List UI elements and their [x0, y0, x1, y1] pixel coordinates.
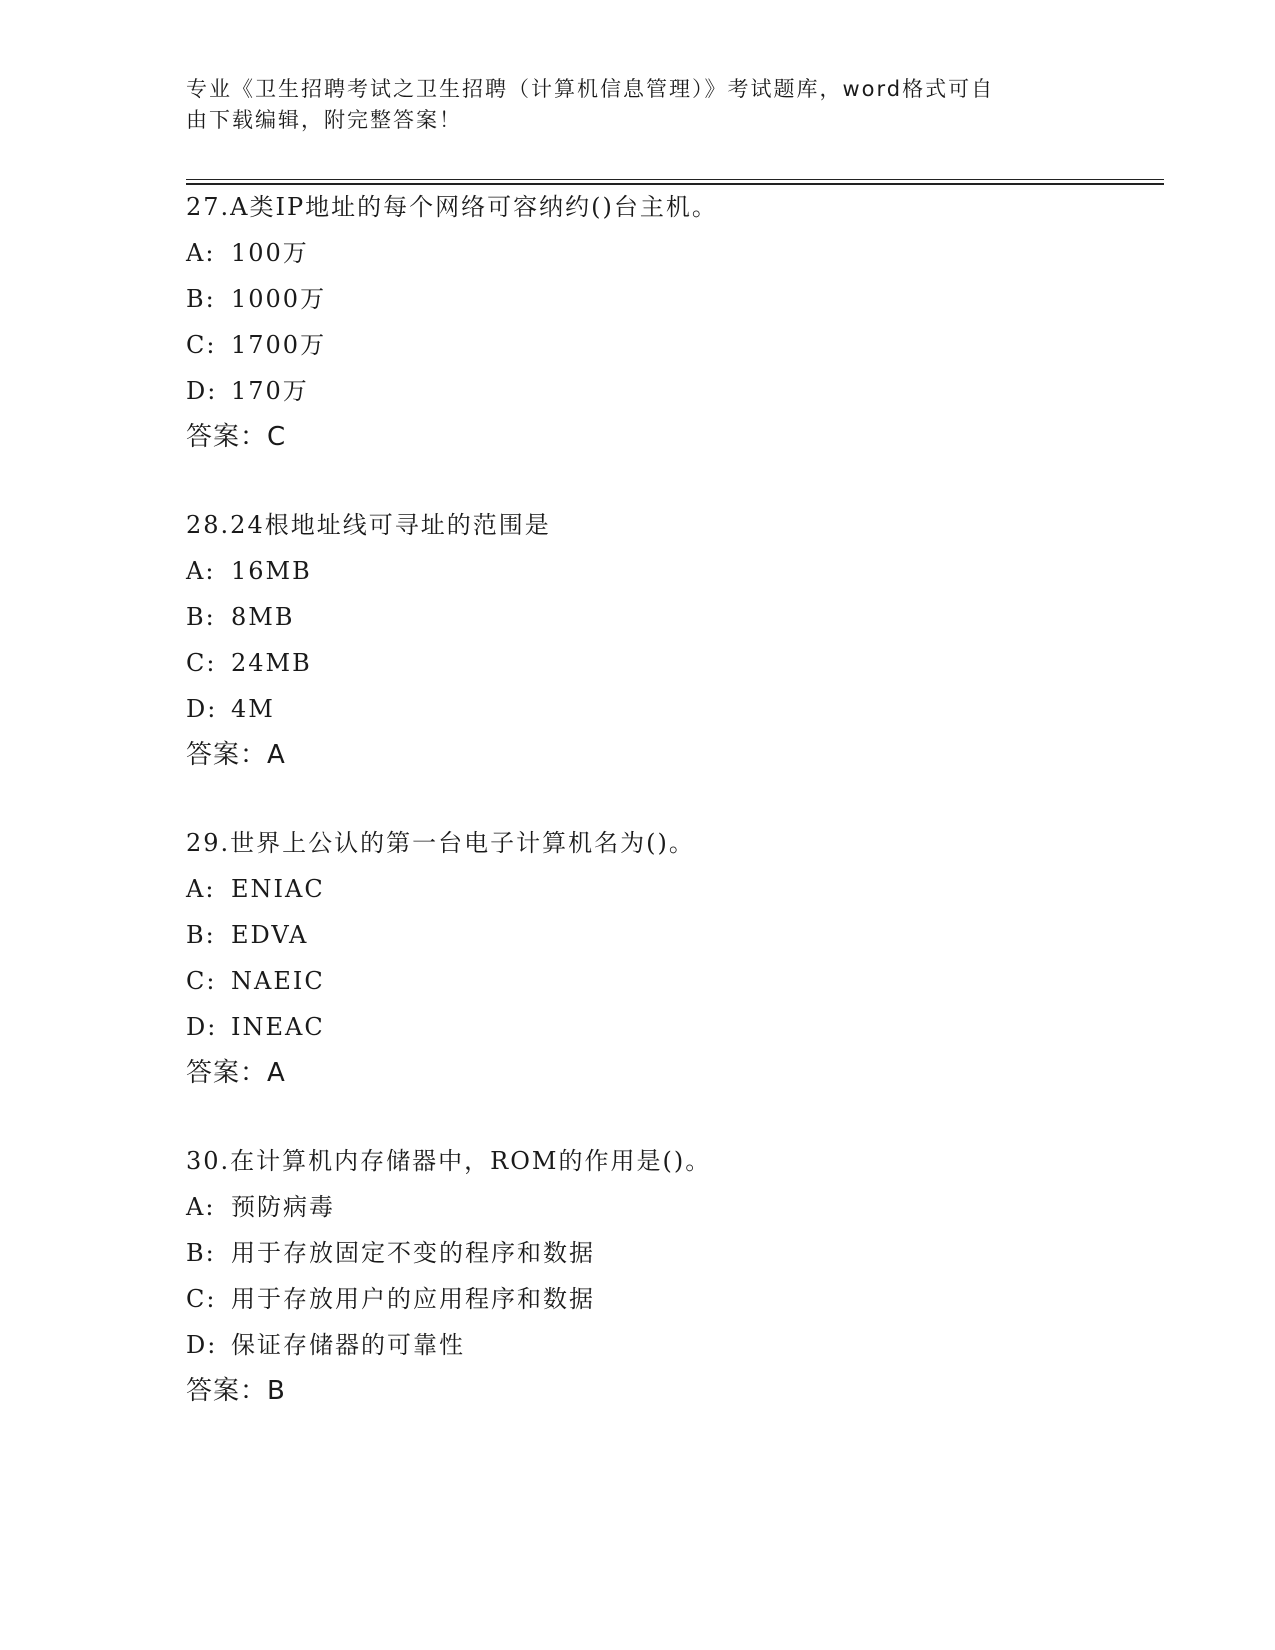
option-letter: A: [186, 557, 216, 585]
header-divider-thick [186, 183, 1164, 185]
option-text: 1000万 [231, 285, 327, 313]
option-text: 4M [231, 695, 275, 723]
option-text: NAEIC [231, 967, 325, 995]
option-text: 100万 [231, 239, 309, 267]
question-30 [186, 1146, 1176, 1422]
option-c [186, 1284, 1176, 1330]
option-letter: D: [186, 695, 218, 723]
option-text: 保证存储器的可靠性 [231, 1331, 465, 1359]
question-28 [186, 510, 1176, 786]
option-letter: D: [186, 1013, 218, 1041]
question-27 [186, 192, 1176, 468]
question-title: 27.A类IP地址的每个网络可容纳约()台主机。 [186, 193, 718, 221]
header-line-2: 由下载编辑，附完整答案！ [186, 108, 462, 132]
option-b [186, 602, 1176, 648]
option-d [186, 694, 1176, 740]
option-letter: C: [186, 1285, 217, 1313]
option-letter: C: [186, 331, 217, 359]
option-b [186, 284, 1176, 330]
option-d [186, 1012, 1176, 1058]
header-divider-thin [186, 179, 1164, 180]
option-letter: C: [186, 967, 217, 995]
option-d [186, 376, 1176, 422]
option-letter: B: [186, 285, 216, 313]
question-title: 29.世界上公认的第一台电子计算机名为()。 [186, 829, 695, 857]
option-text: EDVA [231, 921, 309, 949]
question-title: 30.在计算机内存储器中，ROM的作用是()。 [186, 1147, 712, 1175]
option-text: INEAC [231, 1013, 325, 1041]
option-letter: C: [186, 649, 217, 677]
option-text: 预防病毒 [231, 1193, 335, 1221]
option-a [186, 556, 1176, 602]
option-text: 用于存放用户的应用程序和数据 [231, 1285, 595, 1313]
header-line-1: 专业《卫生招聘考试之卫生招聘（计算机信息管理）》考试题库，word格式可自 [186, 77, 995, 101]
option-c [186, 330, 1176, 376]
document-header [186, 74, 1066, 136]
option-letter: A: [186, 1193, 216, 1221]
option-text: 1700万 [231, 331, 327, 359]
option-text: 8MB [231, 603, 295, 631]
answer-line: 答案：C [186, 422, 287, 452]
option-a [186, 238, 1176, 284]
answer-line: 答案：B [186, 1376, 286, 1406]
option-letter: B: [186, 603, 216, 631]
option-letter: B: [186, 921, 216, 949]
question-29 [186, 828, 1176, 1104]
question-title: 28.24根地址线可寻址的范围是 [186, 511, 551, 539]
answer-line: 答案：A [186, 740, 286, 770]
option-letter: A: [186, 875, 216, 903]
option-b [186, 920, 1176, 966]
option-a [186, 1192, 1176, 1238]
option-text: 用于存放固定不变的程序和数据 [231, 1239, 595, 1267]
option-letter: D: [186, 377, 218, 405]
option-d [186, 1330, 1176, 1376]
option-letter: A: [186, 239, 216, 267]
option-letter: B: [186, 1239, 216, 1267]
option-text: ENIAC [231, 875, 325, 903]
option-text: 24MB [231, 649, 312, 677]
option-text: 16MB [231, 557, 312, 585]
option-c [186, 648, 1176, 694]
option-a [186, 874, 1176, 920]
option-b [186, 1238, 1176, 1284]
answer-line: 答案：A [186, 1058, 286, 1088]
option-c [186, 966, 1176, 1012]
option-text: 170万 [231, 377, 309, 405]
option-letter: D: [186, 1331, 218, 1359]
